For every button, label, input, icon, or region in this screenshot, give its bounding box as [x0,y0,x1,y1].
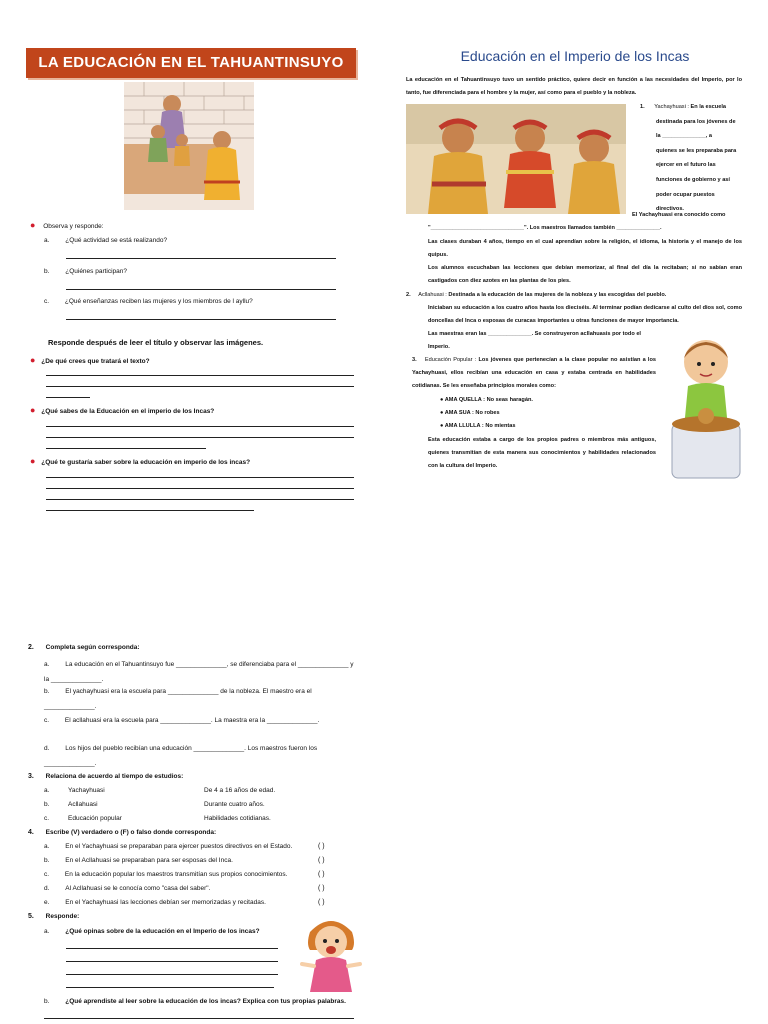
match-row[interactable]: b. Acllahuasi Durante cuatro años. [44,801,265,808]
observe-question-c [44,295,340,308]
answer-line[interactable] [46,499,354,500]
item1-paragraph-2: Los alumnos escuchaban las lecciones que debían memorizar, al final del día la recitaban; si no sabían eran castigados con diez azotes en las plantas de los pies. [428,265,742,284]
item-yachayhuasi: 1. Yachayhuasi : En la escuela destinada para los jóvenes de la ______________, a quienes se les preparaba para ejercer en el futuro las funciones de gobierno y así poder ocupar puestos directivos. [640,104,737,213]
pre-read-question-3: ● ¿Qué te gustaría saber sobre la educación en imperio de los incas? [30,456,251,466]
exercise-title: Relaciona de acuerdo al tiempo de estudios: [45,773,184,780]
answer-line[interactable] [66,961,278,962]
answer-line[interactable] [66,319,336,320]
observe-question-b [44,265,340,278]
exercise-3 [28,770,183,783]
item-name: Educación Popular : [424,357,477,363]
bullet-icon: ● [440,397,444,403]
pre-read-title: Responde después de leer el título y observar las imágenes. [48,338,264,347]
item-name: Yachayhuasi : [654,104,689,110]
answer-line[interactable] [46,437,354,438]
answer-line[interactable] [66,258,336,259]
answer-line[interactable] [46,375,354,376]
fill-blank-a[interactable]: a. La educación en el Tahuantinsuyo fue ______________, se diferenciaba para el ______________ y la ______________. [44,661,354,683]
inca-students-illustration [406,104,626,214]
question-text: ¿Qué enseñanzas reciben las mujeres y los miembros de l ayllu? [64,298,253,305]
principle-item: ● AMA LLULLA : No mientas [440,423,516,429]
exercise-title: Completa según corresponda: [45,644,140,651]
answer-box[interactable]: ( ) [318,899,325,906]
exercise-2 [28,641,140,654]
fill-blank-c[interactable]: c. El acllahuasi era la escuela para ______________. La maestra era la ______________. [44,717,320,724]
bullet-icon: ● [30,355,36,365]
answer-line[interactable] [46,448,206,449]
bullet-icon: ● [440,423,444,429]
child-cooking-illustration [666,332,746,484]
item1-paragraph-1: Las clases duraban 4 años, tiempo en el cual aprendían sobre la religión, el idioma, la historia y el manejo de los quipus. [428,239,742,258]
question-letter: b. [44,268,50,275]
item-number: 1. [640,104,645,110]
answer-line[interactable] [66,289,336,290]
answer-line[interactable] [66,974,278,975]
answer-line[interactable] [46,488,354,489]
fill-blank-b[interactable]: b. El yachayhuasi era la escuela para ______________ de la nobleza. El maestro era el ______________. [44,688,312,710]
principle-item: ● AMA QUELLA : No seas haragán. [440,397,533,403]
answer-line[interactable] [46,386,354,387]
answer-box[interactable]: ( ) [318,843,325,850]
principle-item: ● AMA SUA : No robes [440,410,500,416]
pre-read-question-2: ● ¿Qué sabes de la Educación en el imperio de los Incas? [30,405,215,415]
worksheet-title-banner: LA EDUCACIÓN EN EL TAHUANTINSUYO [26,48,356,78]
item-name: Acllahuasi : [418,292,447,298]
reading-intro: La educación en el Tahuantinsuyo tuvo un sentido práctico, quiere decir en función a las necesidades del Imperio, por lo tanto, fue diferenciada para el hombre y la mujer, así como para el pueblo y la nobleza. [406,77,742,96]
answer-line[interactable] [66,948,278,949]
observe-header: Observa y responde: [43,223,104,230]
reading-title: Educación en el Imperio de los Incas [460,48,690,64]
answer-box[interactable]: ( ) [318,885,325,892]
true-false-row: e. En el Yachayhuasi las lecciones debían ser memorizadas y recitadas. [44,899,266,906]
answer-line[interactable] [46,477,354,478]
open-question-b: b. ¿Qué aprendiste al leer sobre la educación de los incas? Explica con tus propias palabras. [44,998,346,1005]
bullet-icon: ● [30,220,36,230]
observe-section [30,219,104,233]
exercise-title: Escribe (V) verdadero o (F) o falso donde corresponda: [45,829,217,836]
answer-line[interactable] [46,510,254,511]
true-false-row: c. En la educación popular los maestros transmitían sus propios conocimientos. [44,871,288,878]
true-false-row: a. En el Yachayhuasi se preparaban para ejercer puestos directivos en el Estado. [44,843,293,850]
pre-read-question-1: ● ¿De qué crees que tratará el texto? [30,355,150,365]
bullet-icon: ● [30,456,36,466]
answer-line[interactable] [44,1018,354,1019]
principles-list [440,394,533,433]
women-weaving-illustration [124,82,254,210]
exercise-number: 3. [28,773,34,780]
true-false-row: b. En el Acllahuasi se preparaban para ser esposas del Inca. [44,857,233,864]
question-letter: a. [44,237,50,244]
item1-continuation: El Yachayhuasi era conocido como [632,212,726,218]
question-letter: c. [44,298,50,305]
answer-line[interactable] [46,426,354,427]
open-question-a: a. ¿Qué opinas sobre de la educación en el Imperio de los incas? [44,928,260,935]
bullet-icon: ● [30,405,36,415]
fill-blank-d[interactable]: d. Los hijos del pueblo recibían una educación ______________. Los maestros fueron los ______________. [44,745,318,767]
bullet-icon: ● [440,410,444,416]
item1-continuation-2: "______________________________". Los maestros llamados también ______________. [428,225,662,231]
item2-paragraph-1: Iniciaban su educación a los cuatro años hasta los dieciséis. Al terminar podían dedicarse al culto del dios sol, como doncellas del Inca o esposas de curacas importantes u otras funciones de mayor importancia. [428,305,742,324]
observe-question-a [44,234,340,247]
item-number: 3. [412,357,417,363]
exercise-number: 2. [28,644,34,651]
item-popular-education: 3. Educación Popular : Los jóvenes que pertenecían a la clase popular no asistían a los Yachayhuasi, ellos recibían una educación en casa y estaba centrada en habilidades cotidianas. Se les enseñaba principios morales como: [412,357,657,389]
question-text: ¿Quiénes participan? [65,268,128,275]
item-number: 2. [406,292,411,298]
answer-box[interactable]: ( ) [318,857,325,864]
match-row[interactable]: a. Yachayhuasi De 4 a 16 años de edad. [44,787,276,794]
exercise-5 [28,910,79,923]
match-row[interactable]: c. Educación popular Habilidades cotidianas. [44,815,271,822]
exercise-number: 5. [28,913,34,920]
exercise-4 [28,826,216,839]
item-acllahuasi: 2. Acllahuasi : Destinada a la educación de las mujeres de la nobleza y las escogidas del pueblo. [406,292,667,298]
exercise-number: 4. [28,829,34,836]
exercise-title: Responde: [45,913,80,920]
question-text: ¿Qué actividad se está realizando? [65,237,168,244]
item2-paragraph-2: Las maestras eran las ______________. Se construyeron acllahuasis por todo el Imperio. [428,331,641,350]
true-false-row: d. Al Acllahuasi se le conocía como "casa del saber". [44,885,211,892]
item3-paragraph-2: Esta educación estaba a cargo de los propios padres o miembros más antiguos, quienes transmitían de esta manera sus conocimientos y habilidades relacionados con la cultura del Imperio. [428,437,656,469]
answer-box[interactable]: ( ) [318,871,325,878]
answer-line[interactable] [66,987,274,988]
answer-line[interactable] [46,397,90,398]
girl-illustration [300,914,362,994]
